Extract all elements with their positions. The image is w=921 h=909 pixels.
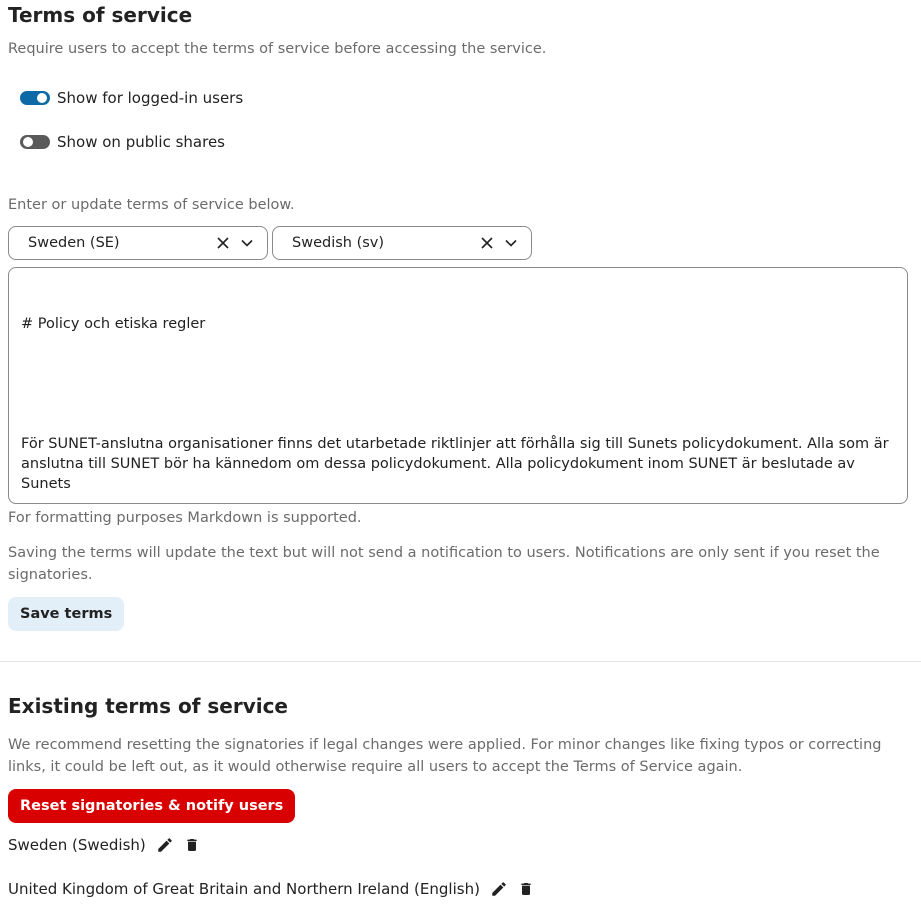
toggle-label: Show for logged-in users [57,89,244,107]
editor-line: # Policy och etiska regler [21,316,206,332]
language-select[interactable] [272,226,532,260]
section-divider [0,661,921,662]
reset-signatories-button[interactable]: Reset signatories & notify users [8,789,295,823]
toggle-public-shares[interactable] [20,130,225,154]
trash-icon[interactable] [518,881,534,897]
country-select-value: Sweden (SE) [28,235,120,251]
terms-title: Terms of service [8,3,193,27]
enter-terms-label: Enter or update terms of service below. [8,197,295,213]
markdown-hint: For formatting purposes Markdown is supported. [8,510,362,526]
language-select-value: Swedish (sv) [292,235,385,251]
terms-editor[interactable] [8,267,908,504]
tos-item-label: Sweden (Swedish) [8,836,146,854]
tos-item-uk [8,877,534,901]
clear-icon[interactable] [215,235,231,251]
resize-handle-icon[interactable] [895,491,905,501]
clear-icon[interactable] [479,235,495,251]
chevron-down-icon[interactable] [239,235,255,251]
country-select[interactable] [8,226,268,260]
editor-line: För SUNET-anslutna organisationer finns det utarbetade riktlinjer att förhålla sig till Sunets policydokument. Alla som är anslutna till SUNET bör ha kännedom om dessa policydokument. Alla policydokument inom SUNET är beslutade av Sunets [21,436,894,492]
toggle-logged-in-users[interactable] [20,86,243,110]
pencil-icon[interactable] [490,880,508,898]
toggle-switch-on[interactable] [20,91,50,105]
saving-note: Saving the terms will update the text but will not send a notification to users. Notifications are only sent if you reset the signatories. [8,545,880,583]
tos-item-sweden [8,833,200,857]
existing-terms-description: We recommend resetting the signatories if legal changes were applied. For minor changes like fixing typos or correcting links, it could be left out, as it would otherwise require all users to accept the Terms of Service again. [8,737,882,775]
chevron-down-icon[interactable] [503,235,519,251]
tos-item-label: United Kingdom of Great Britain and Northern Ireland (English) [8,880,480,898]
existing-terms-title: Existing terms of service [8,694,288,718]
editor-line [21,374,895,394]
save-terms-button[interactable]: Save terms [8,597,124,631]
pencil-icon[interactable] [156,836,174,854]
toggle-switch-off[interactable] [20,135,50,149]
toggle-label: Show on public shares [57,133,225,151]
terms-description: Require users to accept the terms of service before accessing the service. [8,41,547,57]
trash-icon[interactable] [184,837,200,853]
